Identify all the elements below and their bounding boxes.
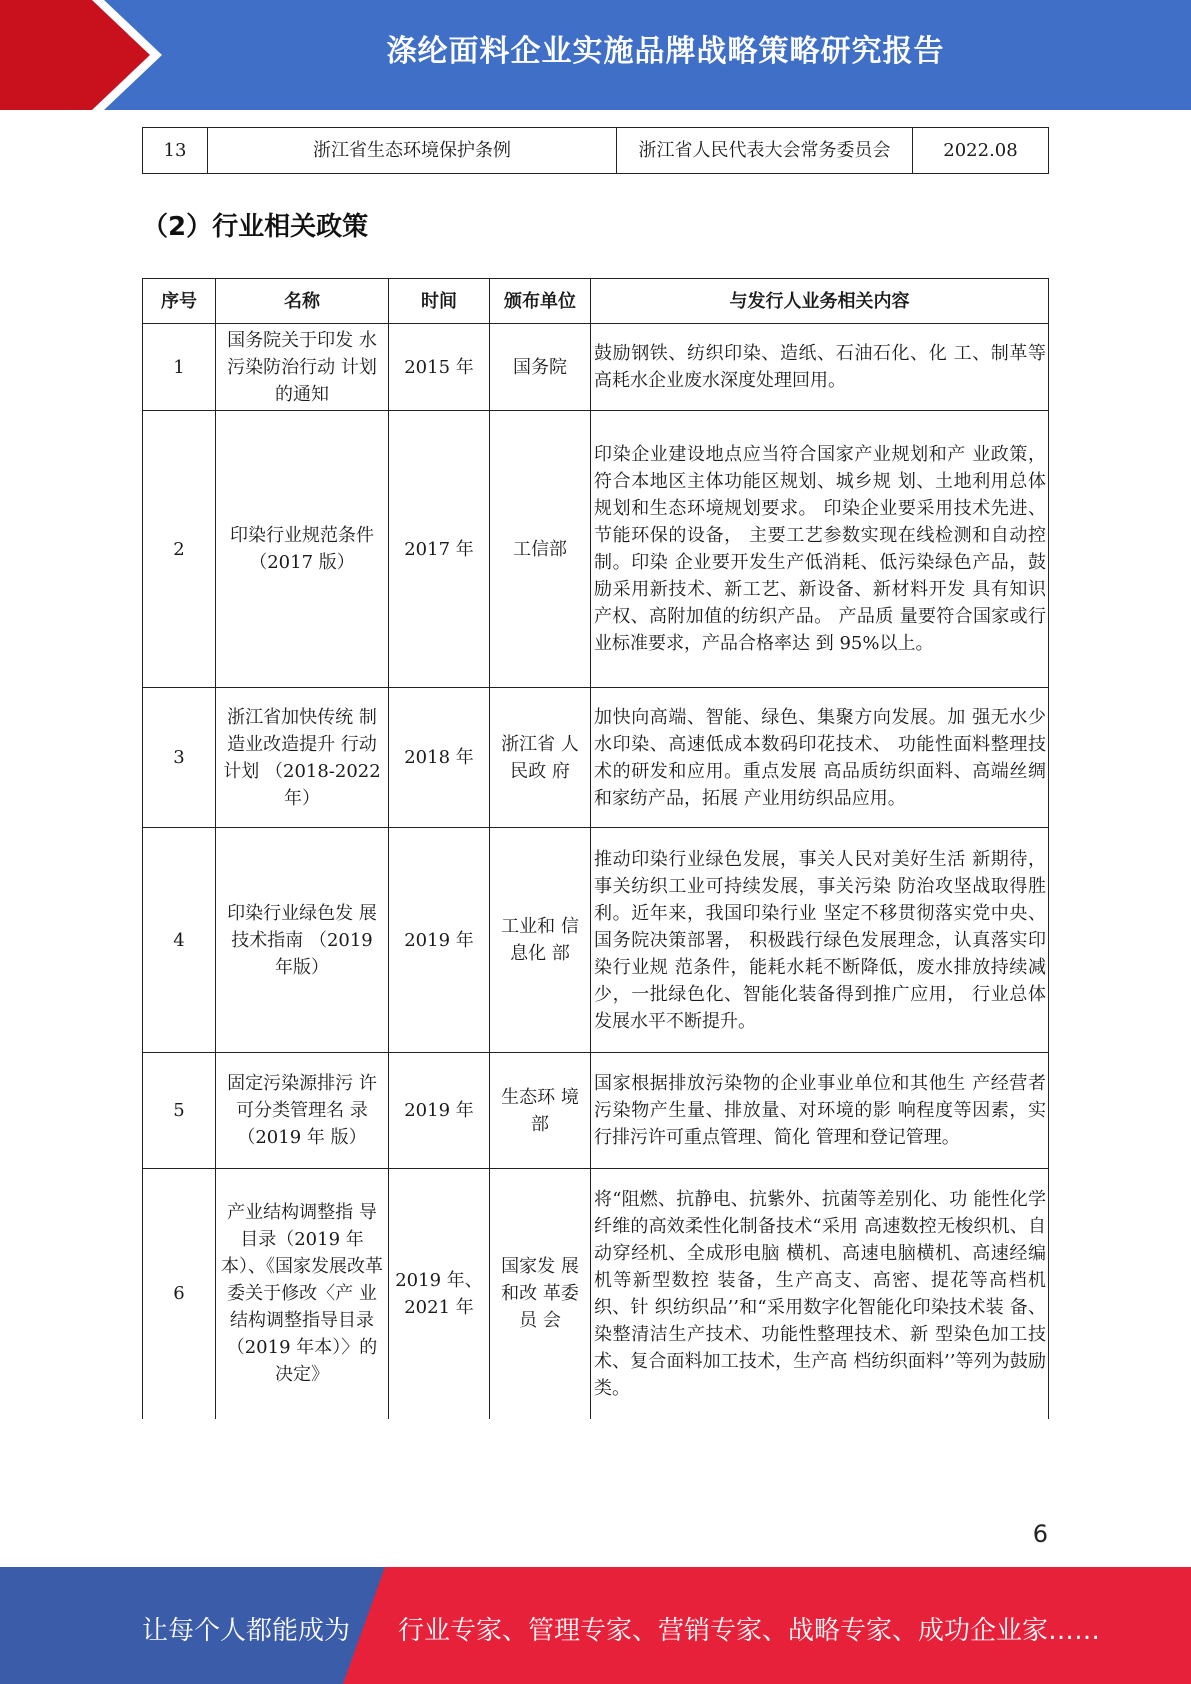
industry-policy-table [142,278,1049,1419]
policy-content: 将“阻燃、抗静电、抗紫外、抗菌等差别化、功 能性化学纤维的高效柔性化制备技术“采用 高速数控无梭织机、自动穿经机、全成形电脑 横机、高速电脑横机、高速经编机等新型数控 装备，生产高支、高密、提花等高档机织、针 织纺织品’’和“采用数字化智能化印染技术装 备、染整清洁生产技术、功能性整理技术、新 型染色加工技术、复合面料加工技术，生产高 档纺织面料’’等列为鼓励类。 [591,1169,1049,1419]
policy-name: 固定污染源排污 许可分类管理名 录（2019 年 版） [216,1053,389,1169]
policy-time: 2019 年、2021 年 [389,1169,490,1419]
policy-issuer: 生态环 境部 [490,1053,591,1169]
table-row [143,1169,1049,1419]
row-number: 4 [143,828,216,1053]
policy-time: 2015 年 [389,324,490,411]
policy-time: 2019 年 [389,1053,490,1169]
policy-content: 加快向高端、智能、绿色、集聚方向发展。加 强无水少水印染、高速低成本数码印花技术、 功能性面料整理技术的研发和应用。重点发展 高品质纺织面料、高端丝绸和家纺产品，拓展 产业用纺织品应用。 [591,688,1049,828]
page-footer [0,1567,1191,1684]
policy-issuer: 工业和 信息化 部 [490,828,591,1053]
policy-content: 鼓励钢铁、纺织印染、造纸、石油石化、化 工、制革等高耗水企业废水深度处理回用。 [591,324,1049,411]
policy-content: 印染企业建设地点应当符合国家产业规划和产 业政策，符合本地区主体功能区规划、城乡规 划、土地利用总体规划和生态环境规划要求。 印染企业要采用技术先进、节能环保的设备， 主要工艺参数实现在线检测和自动控制。印染 企业要开发生产低消耗、低污染绿色产品，鼓 励采用新技术、新工艺、新设备、新材料开发 具有知识产权、高附加值的纺织产品。 产品质 量要符合国家或行业标准要求，产品合格率达 到 95%以上。 [591,411,1049,688]
header-content: 与发行人业务相关内容 [591,279,1049,324]
table-row [143,688,1049,828]
header-name: 名称 [216,279,389,324]
policy-name: 产业结构调整指 导目录（2019 年本）、《国家发展改革 委关于修改〈产 业结构调整指导目录（2019 年本）〉的决定》 [216,1169,389,1419]
policy-name: 印染行业规范条件（2017 版） [216,411,389,688]
policy-content: 国家根据排放污染物的企业事业单位和其他生 产经营者污染物产生量、排放量、对环境的影 响程度等因素，实行排污许可重点管理、简化 管理和登记管理。 [591,1053,1049,1169]
row-number: 3 [143,688,216,828]
policy-time: 2018 年 [389,688,490,828]
page-header [0,0,1191,110]
row-number: 6 [143,1169,216,1419]
row-number: 1 [143,324,216,411]
header-time: 时间 [389,279,490,324]
header-issuer: 颁布单位 [490,279,591,324]
policy-issuer: 浙江省 人民政 府 [490,688,591,828]
row-number: 13 [143,128,208,174]
row-number: 5 [143,1053,216,1169]
row-number: 2 [143,411,216,688]
table-row [143,128,1049,174]
table-row [143,828,1049,1053]
page-number: 6 [1032,1520,1048,1548]
law-table-continuation [142,127,1049,174]
header-title: 涤纶面料企业实施品牌战略策略研究报告 [386,34,945,69]
policy-issuer: 工信部 [490,411,591,688]
policy-content: 推动印染行业绿色发展，事关人民对美好生活 新期待，事关纺织工业可持续发展，事关污染 防治攻坚战取得胜利。近年来，我国印染行业 坚定不移贯彻落实党中央、国务院决策部署， 积极践行绿色发展理念，认真落实印染行业规 范条件，能耗水耗不断降低，废水排放持续减 少，一批绿色化、智能化装备得到推广应用， 行业总体发展水平不断提升。 [591,828,1049,1053]
policy-time: 2017 年 [389,411,490,688]
table-row [143,1053,1049,1169]
law-name: 浙江省生态环境保护条例 [208,128,617,174]
law-date: 2022.08 [913,128,1049,174]
table-row [143,324,1049,411]
policy-time: 2019 年 [389,828,490,1053]
header-no: 序号 [143,279,216,324]
section-heading: （2）行业相关政策 [142,212,369,242]
table-row [143,411,1049,688]
policy-issuer: 国家发 展和改 革委员 会 [490,1169,591,1419]
policy-name: 浙江省加快传统 制造业改造提升 行动计划 （2018-2022 年） [216,688,389,828]
policy-name: 国务院关于印发 水污染防治行动 计划的通知 [216,324,389,411]
table-header-row [143,279,1049,324]
law-issuer: 浙江省人民代表大会常务委员会 [617,128,913,174]
policy-name: 印染行业绿色发 展技术指南 （2019 年版） [216,828,389,1053]
policy-issuer: 国务院 [490,324,591,411]
footer-slogan-right: 行业专家、管理专家、营销专家、战略专家、成功企业家…… [398,1616,1101,1646]
footer-slogan-left: 让每个人都能成为 [142,1616,351,1646]
